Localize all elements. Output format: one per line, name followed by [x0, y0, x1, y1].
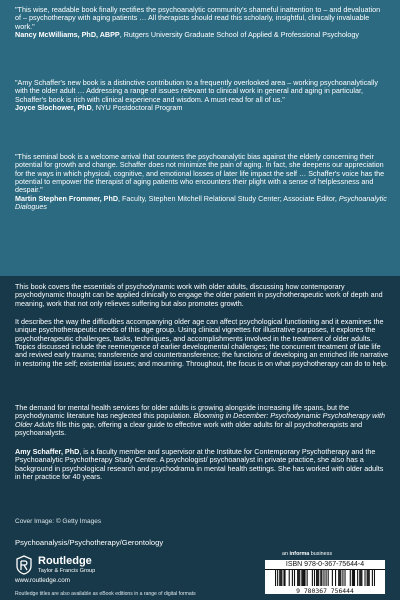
author-bio	[15, 448, 389, 481]
barcode-bar	[316, 570, 317, 586]
barcode-bar	[292, 570, 293, 586]
barcode-bar	[344, 570, 345, 586]
publisher-group: Taylor & Francis Group	[38, 568, 96, 574]
barcode-bar	[280, 570, 281, 586]
barcode-bar	[320, 570, 321, 586]
barcode-bar	[354, 570, 355, 586]
barcode-bar	[369, 570, 370, 586]
barcode-bar	[332, 570, 333, 586]
barcode-bar	[294, 570, 295, 586]
endorsement-attribution	[15, 103, 182, 112]
barcode-bar	[323, 570, 324, 586]
barcode-bar	[312, 570, 313, 586]
description-text: The demand for mental health services for older adults is growing alongside increasing life spans, but the psychodynamic literature has neglected this population.	[15, 403, 350, 421]
endorsement-2	[15, 79, 387, 112]
publisher-url[interactable]: www.routledge.com	[15, 577, 70, 584]
barcode-bar	[284, 570, 285, 586]
cover-image-credit: Cover Image: © Getty Images	[15, 518, 102, 525]
author-bio-text: , is a faculty member and supervisor at the Institute for Contemporary Psychotherapy and the Psychoanalytic Psychotherapy Study Center. A psychologist/ psychoanalyst in private practice, she also has a background in psychological research and psychodrama in mental health settings. She has worked with older adults in her practice for 40 years.	[15, 447, 384, 482]
barcode-icon	[275, 570, 375, 586]
description-paragraph-1: This book covers the essentials of psychodynamic work with older adults, discussing how contemporary psychodynamic thought can be applied clinically to engage the older patient in psychotherapeutic work of depth and meaning, work that not only relieves suffering but also promotes growth.	[15, 282, 383, 308]
barcode-bar	[368, 570, 369, 586]
barcode-bar	[342, 570, 343, 586]
barcode-bar	[304, 570, 305, 586]
endorser-name: Joyce Slochower, PhD	[15, 103, 92, 113]
barcode-bar	[357, 570, 358, 586]
barcode-bar	[307, 570, 308, 586]
subject-categories: Psychoanalysis/Psychotherapy/Gerontology	[15, 538, 164, 547]
barcode-bar	[289, 570, 290, 586]
barcode-bar	[318, 570, 319, 586]
endorsement-attribution	[15, 30, 359, 39]
endorsement-quote: "Amy Schaffer's new book is a distinctive contribution to a frequently overlooked area – working psychoanalytically with the older adult … Addressing a range of issues relevant to clinical work in general and aging in particular, Schaffer's book is rich with clinical experience and wisdom. A must-read for all of us."	[15, 78, 378, 104]
barcode-bar	[367, 570, 368, 586]
barcode-bar	[297, 570, 298, 586]
barcode-bar	[314, 570, 315, 586]
endorser-name: Martin Stephen Frommer, PhD	[15, 193, 119, 203]
endorsements-panel	[0, 0, 400, 276]
description-paragraph-2: It describes the way the difficulties accompanying older age can affect psychological functioning and it examines the unique psychotherapeutic needs of this age group. Using clinical vignettes for illustrative purposes, it explores the psychotherapeutic challenges, tasks, techniques, and accomplishments involved in the treatment of older adults. Topics discussed include the reemergence of earlier developmental challenges; the concurrent treatment of late life and revived early trauma; transference and countertransference; the functions of developing an enriched life narrative in restoring the self; existential issues; and mourning. Throughout, the focus is on what psychotherapy can do to help.	[15, 317, 389, 368]
informa-business-label: an informa business	[282, 551, 333, 557]
barcode-bar	[361, 570, 362, 586]
barcode-bar	[353, 570, 354, 586]
endorsement-quote: "This seminal book is a welcome arrival that counters the psychoanalytic bias against the elderly concerning their potential for growth and change. Schaffer does not minimize the pain of aging. In fact, she deepens our appreciation for the ways in which physical, cognitive, and emotional losses of later life impact the self … Schaffer's voice has the potential to empower the therapist of aging patients who encounters their plight with a sense of helplessness and despair."	[15, 152, 385, 195]
endorsement-attribution	[15, 194, 387, 211]
barcode-bar	[374, 570, 375, 586]
endorser-affiliation: , NYU Postdoctoral Program	[91, 103, 183, 113]
description-text: fills this gap, offering a clear guide to effective work with older adults for all psychotherapists and psychoanalysts.	[15, 419, 363, 438]
barcode-panel	[265, 560, 385, 594]
barcode-bar	[281, 570, 282, 586]
endorsement-3	[15, 153, 387, 211]
isbn-label: ISBN 978-0-367-75644-4	[265, 560, 385, 570]
barcode-bar	[298, 570, 299, 586]
book-title: Blooming in December: Psychodynamic Psychotherapy with Older Adults	[15, 411, 385, 429]
description-paragraph-3	[15, 404, 389, 437]
barcode-bar	[317, 570, 318, 586]
ebook-availability-note: Routledge titles are also available as eBook editions in a range of digital formats	[15, 591, 196, 597]
barcode-bar	[350, 570, 351, 586]
informa-brand: informa	[289, 551, 310, 557]
barcode-bar	[275, 570, 276, 586]
author-name: Amy Schaffer, PhD	[15, 447, 80, 456]
barcode-bar	[321, 570, 322, 586]
publisher-name: Routledge	[38, 555, 92, 567]
barcode-bar	[364, 570, 365, 586]
publisher-logo	[15, 554, 135, 584]
barcode-bar	[338, 570, 339, 586]
barcode-bar	[360, 570, 361, 586]
barcode-digits: 9 780367 756444	[296, 587, 354, 595]
barcode-bar	[352, 570, 353, 586]
barcode-bar	[326, 570, 327, 586]
journal-title: Psychoanalytic Dialogues	[15, 193, 387, 212]
endorsement-quote: "This wise, readable book finally rectifies the psychoanalytic community's shameful inattention to – and devaluation of – psychotherapy with aging patients … All therapists should read this scholarly, insightful, clinically invaluable work."	[15, 5, 381, 31]
barcode-bar	[302, 570, 303, 586]
endorser-affiliation: , Rutgers University Graduate School of Applied & Professional Psychology	[119, 30, 360, 40]
barcode-bar	[340, 570, 341, 586]
barcode-bar	[335, 570, 336, 586]
endorsement-1	[15, 6, 387, 39]
barcode-bar	[303, 570, 304, 586]
barcode-bar	[279, 570, 280, 586]
barcode-bar	[372, 570, 373, 586]
barcode-bar	[339, 570, 340, 586]
endorser-affiliation: , Faculty, Stephen Mitchell Relational Study Center; Associate Editor,	[118, 193, 339, 203]
barcode-bar	[277, 570, 278, 586]
routledge-emblem-icon	[15, 555, 33, 575]
barcode-bar	[299, 570, 300, 586]
barcode-bar	[301, 570, 302, 586]
endorser-name: Nancy McWilliams, PhD, ABPP	[15, 30, 120, 40]
barcode-bar	[359, 570, 360, 586]
barcode-bar	[283, 570, 284, 586]
barcode-bar	[328, 570, 329, 586]
